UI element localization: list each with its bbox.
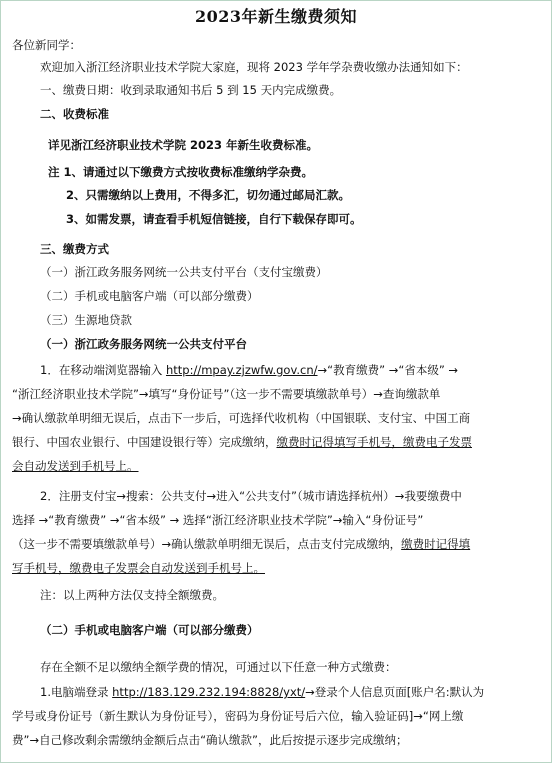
subsection-2-heading: （二）手机或电脑客户端（可以部分缴费） [40, 623, 259, 637]
step2-c-text: （这一步不需要填缴款单号）→确认缴款单明细无误后，点击支付完成缴纳， [12, 537, 402, 551]
step1-line-d [12, 435, 472, 449]
pc-line-b: 学号或身份证号（新生默认为身份证号），密码为身份证号后六位，输入验证码]→“网上缴 [12, 709, 464, 723]
partial-payment-paragraph: 存在全额不足以缴纳全额学费的情况，可通过以下任意一种方式缴费： [40, 660, 397, 674]
intro-paragraph: 欢迎加入浙江经济职业技术学院大家庭，现将 2023 学年学杂费收缴办法通知如下： [40, 60, 468, 74]
note-item-3: 3、如需发票，请查看手机短信链接，自行下载保存即可。 [66, 212, 362, 226]
mpay-link[interactable]: http://mpay.zjzwfw.gov.cn/ [165, 363, 318, 377]
section-1-payment-date: 一、缴费日期：收到录取通知书后 5 到 15 天内完成缴费。 [40, 83, 342, 97]
step2-line-d: 写手机号，缴费电子发票会自动发送到手机号上。 [12, 561, 265, 575]
step2-line-c [12, 537, 470, 551]
step2-line-a: 2．注册支付宝→搜索：公共支付→进入“公共支付”（城市请选择杭州）→我要缴费中 [40, 489, 462, 503]
step1-line-a [40, 363, 458, 377]
section-2-heading: 二、收费标准 [40, 107, 109, 121]
step1-text-post: →“教育缴费” →“省本级” → [317, 363, 459, 377]
greeting: 各位新同学： [12, 38, 81, 52]
full-payment-note: 注：以上两种方法仅支持全额缴费。 [40, 588, 224, 602]
method-item-2: （二）手机或电脑客户端（可以部分缴费） [40, 289, 259, 303]
method-item-3: （三）生源地贷款 [40, 313, 132, 327]
pc-text-pre: 1.电脑端登录 [40, 685, 113, 699]
step1-line-e: 会自动发送到手机号上。 [12, 459, 139, 473]
step2-c-underlined: 缴费时记得填 [401, 537, 471, 551]
step1-line-b: “浙江经济职业技术学院”→填写“身份证号”（这一步不需要填缴款单号）→查询缴款单 [12, 387, 441, 401]
step1-line-c: →确认缴款单明细无误后，点击下一步后，可选择代收机构（中国银联、支付宝、中国工商 [12, 411, 471, 425]
section-3-heading: 三、缴费方式 [40, 242, 109, 256]
step1-d-underlined: 缴费时记得填写手机号，缴费电子发票 [276, 435, 472, 449]
step1-text-pre: 1．在移动端浏览器输入 [40, 363, 166, 377]
page-title: 2023年新生缴费须知 [194, 7, 358, 26]
subsection-1-heading: （一）浙江政务服务网统一公共支付平台 [40, 337, 247, 351]
method-item-1: （一）浙江政务服务网统一公共支付平台（支付宝缴费） [40, 265, 328, 279]
step1-d-text: 银行、中国农业银行、中国建设银行等）完成缴纳， [12, 435, 277, 449]
pc-line-a [40, 685, 484, 699]
note-item-2: 2、只需缴纳以上费用，不得多汇，切勿通过邮局汇款。 [66, 188, 350, 202]
step2-line-b: 选择 →“教育缴费” →“省本级” → 选择“浙江经济职业技术学院”→输入“身份证号” [12, 513, 424, 527]
pc-line-c: 费”→自己修改剩余需缴纳金额后点击“确认缴款”，此后按提示逐步完成缴纳； [12, 733, 408, 747]
fee-standard-detail: 详见浙江经济职业技术学院 2023 年新生收费标准。 [48, 138, 319, 152]
note-item-1: 注 1、请通过以下缴费方式按收费标准缴纳学杂费。 [48, 165, 314, 179]
pc-text-post: →登录个人信息页面[账户名:默认为 [305, 685, 485, 699]
yxt-link[interactable]: http://183.129.232.194:8828/yxt/ [112, 685, 306, 699]
